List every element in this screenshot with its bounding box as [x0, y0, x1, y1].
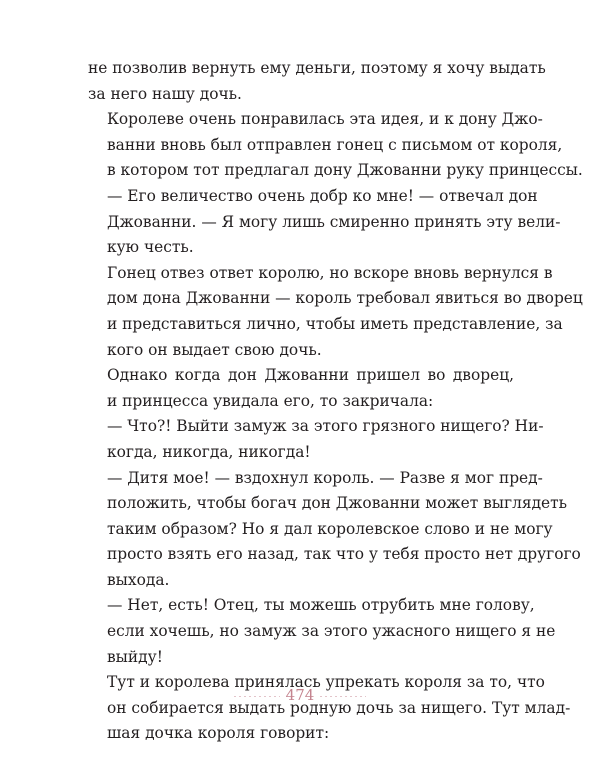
- text-line: просто взять его назад, так что у тебя просто нет другого: [107, 545, 581, 564]
- text-line: когда, никогда, никогда!: [107, 442, 311, 461]
- text-line: Гонец отвез ответ королю, но вскоре вновь вернулся в: [107, 263, 553, 282]
- paragraph: [88, 363, 514, 414]
- paragraph: [88, 593, 556, 670]
- text-line: кую честь.: [107, 238, 194, 257]
- text-line: выйду!: [107, 647, 163, 666]
- page-number-footer: [0, 686, 600, 704]
- text-line: шая дочка короля говорит:: [107, 724, 330, 743]
- text-line: таким образом? Но я дал королевское слово и не могу: [107, 519, 553, 538]
- page-number: 474: [285, 686, 315, 704]
- text-line: — Дитя мое! — вздохнул король. — Разве я мог пред-: [107, 468, 543, 487]
- text-line: выхода.: [107, 570, 170, 589]
- paragraph: [88, 670, 571, 747]
- text-line: — Его величество очень добр ко мне! — отвечал дон: [107, 186, 538, 205]
- paragraph: [88, 261, 583, 363]
- text-line: положить, чтобы богач дон Джованни может выглядеть: [107, 494, 568, 513]
- text-line: дом дона Джованни — король требовал явиться во дворец: [107, 289, 583, 308]
- text-line: в котором тот предлагал дону Джованни руку принцессы.: [107, 161, 583, 180]
- text-line: — Нет, есть! Отец, ты можешь отрубить мне голову,: [107, 596, 535, 615]
- paragraph: [88, 56, 546, 107]
- page-body: [88, 56, 583, 747]
- text-line: и принцесса увидала его, то закричала:: [107, 391, 434, 410]
- text-line: Королеве очень понравилась эта идея, и к дону Джо-: [107, 110, 543, 129]
- text-line: за него нашу дочь.: [88, 84, 242, 103]
- paragraph: [88, 466, 581, 594]
- text-line: если хочешь, но замуж за этого ужасного нищего я не: [107, 622, 556, 641]
- text-line: Однако когда дон Джованни пришел во дворец,: [107, 366, 514, 385]
- text-line: и представиться лично, чтобы иметь представление, за: [107, 314, 563, 333]
- paragraph: [88, 184, 561, 261]
- text-line: не позволив вернуть ему деньги, поэтому я хочу выдать: [88, 59, 546, 77]
- text-line: он собирается выдать родную дочь за нищего. Тут млад-: [107, 698, 571, 717]
- text-line: Тут и королева принялась упрекать короля за то, что: [107, 673, 545, 692]
- text-line: ванни вновь был отправлен гонец с письмом от короля,: [107, 135, 563, 154]
- folio-right-ornament: [320, 696, 366, 697]
- paragraph: [88, 107, 583, 184]
- paragraph: [88, 414, 544, 465]
- folio-left-ornament: [234, 696, 280, 697]
- text-line: — Что?! Выйти замуж за этого грязного нищего? Ни-: [107, 417, 544, 436]
- text-line: Джованни. — Я могу лишь смиренно принять эту вели-: [107, 212, 561, 231]
- text-line: кого он выдает свою дочь.: [107, 340, 322, 359]
